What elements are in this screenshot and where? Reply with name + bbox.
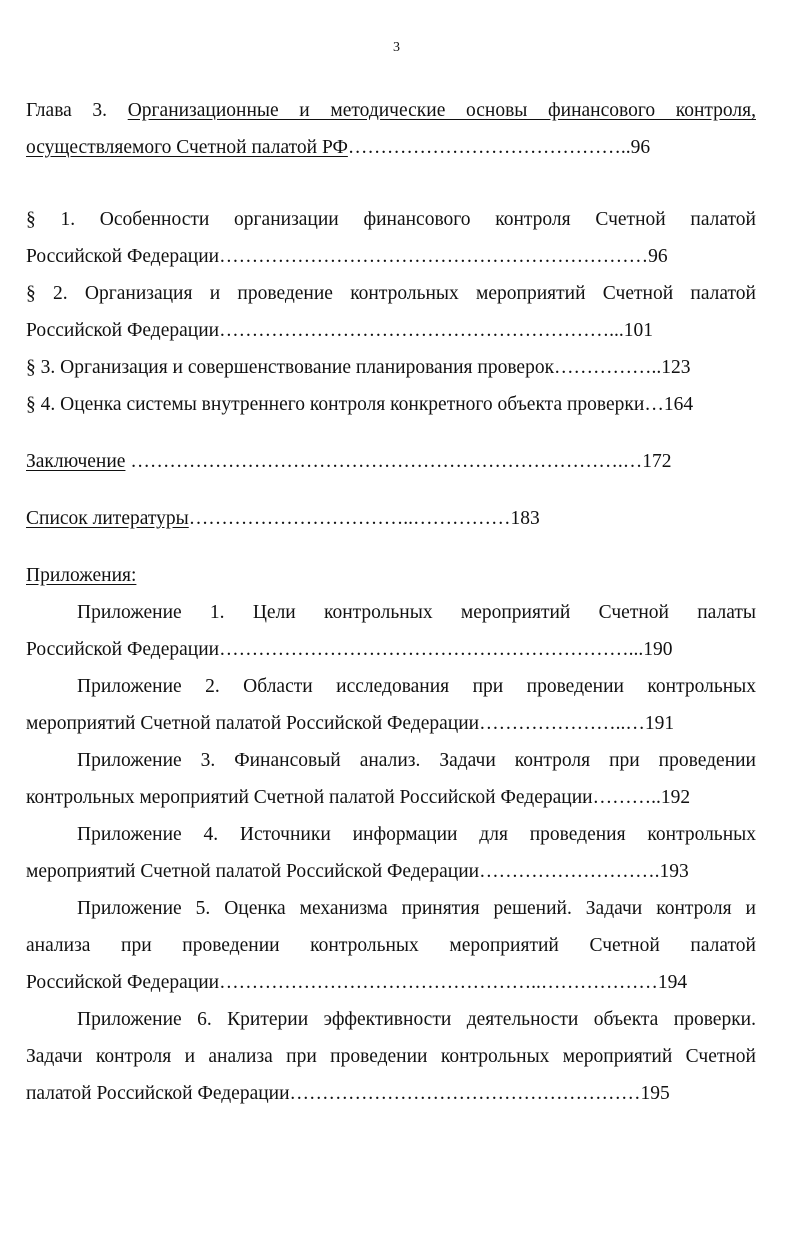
appendix-4-entry[interactable] xyxy=(26,816,756,890)
appendix-1-entry[interactable] xyxy=(26,594,756,668)
appendices-heading xyxy=(26,557,756,594)
section-4-entry[interactable] xyxy=(26,386,756,423)
appendix-4-line-2: мероприятий Счетной палатой Российской Федерации……………………….193 xyxy=(26,861,689,882)
appendix-1-line-1: Приложение 1. Цели контрольных мероприятий Счетной палаты xyxy=(77,602,756,623)
appendix-3-line-2: контрольных мероприятий Счетной палатой Российской Федерации………..192 xyxy=(26,787,691,808)
conclusion-title: Заключение xyxy=(26,451,126,472)
section-2-entry[interactable] xyxy=(26,275,756,349)
chapter-3-entry[interactable] xyxy=(26,92,756,166)
bibliography-entry[interactable] xyxy=(26,500,756,537)
appendix-2-entry[interactable] xyxy=(26,668,756,742)
chapter-3-page: ……………………………………..96 xyxy=(347,137,651,158)
bibliography-page: ……………………………..……………183 xyxy=(188,508,540,529)
appendix-2-line-2: мероприятий Счетной палатой Российской Федерации…………………..…191 xyxy=(26,713,675,734)
section-2-line-2: Российской Федерации……………………………………………………...101 xyxy=(26,320,653,341)
section-1-entry[interactable] xyxy=(26,201,756,275)
chapter-3-title-line-2: осуществляемого Счетной палатой РФ xyxy=(26,137,348,158)
page-number: 3 xyxy=(393,40,400,55)
conclusion-entry[interactable] xyxy=(26,443,756,480)
conclusion-page: ………………………………………………………………….…172 xyxy=(125,451,672,472)
appendix-6-line-2: Задачи контроля и анализа при проведении контрольных мероприятий Счетной xyxy=(26,1046,756,1067)
appendix-4-line-1: Приложение 4. Источники информации для проведения контрольных xyxy=(77,824,756,845)
table-of-contents xyxy=(26,92,756,1112)
appendix-3-line-1: Приложение 3. Финансовый анализ. Задачи контроля при проведении xyxy=(77,750,756,771)
appendix-6-line-1: Приложение 6. Критерии эффективности деятельности объекта проверки. xyxy=(77,1009,756,1030)
appendix-3-entry[interactable] xyxy=(26,742,756,816)
appendix-5-line-2: анализа при проведении контрольных мероприятий Счетной палатой xyxy=(26,935,756,956)
chapter-3-title-line-1: Организационные и методические основы финансового контроля, xyxy=(127,100,756,121)
appendix-6-entry[interactable] xyxy=(26,1001,756,1112)
appendix-5-line-3: Российской Федерации…………………………………………..………………194 xyxy=(26,972,688,993)
appendix-6-line-3: палатой Российской Федерации………………………………………………195 xyxy=(26,1083,670,1104)
section-3-line-1: § 3. Организация и совершенствование планирования проверок……………..123 xyxy=(26,357,691,378)
appendix-2-line-1: Приложение 2. Области исследования при проведении контрольных xyxy=(77,676,756,697)
section-3-entry[interactable] xyxy=(26,349,756,386)
appendix-5-line-1: Приложение 5. Оценка механизма принятия решений. Задачи контроля и xyxy=(77,898,756,919)
section-4-line-1: § 4. Оценка системы внутреннего контроля конкретного объекта проверки…164 xyxy=(26,394,694,415)
section-2-line-1: § 2. Организация и проведение контрольных мероприятий Счетной палатой xyxy=(26,283,756,304)
appendices-title: Приложения: xyxy=(26,565,137,586)
section-1-line-2: Российской Федерации…………………………………………………………96 xyxy=(26,246,668,267)
section-1-line-1: § 1. Особенности организации финансового контроля Счетной палатой xyxy=(26,209,756,230)
appendix-5-entry[interactable] xyxy=(26,890,756,1001)
chapter-3-prefix: Глава 3. xyxy=(26,100,128,121)
bibliography-title: Список литературы xyxy=(26,508,189,529)
appendix-1-line-2: Российской Федерации………………………………………………………...190 xyxy=(26,639,673,660)
